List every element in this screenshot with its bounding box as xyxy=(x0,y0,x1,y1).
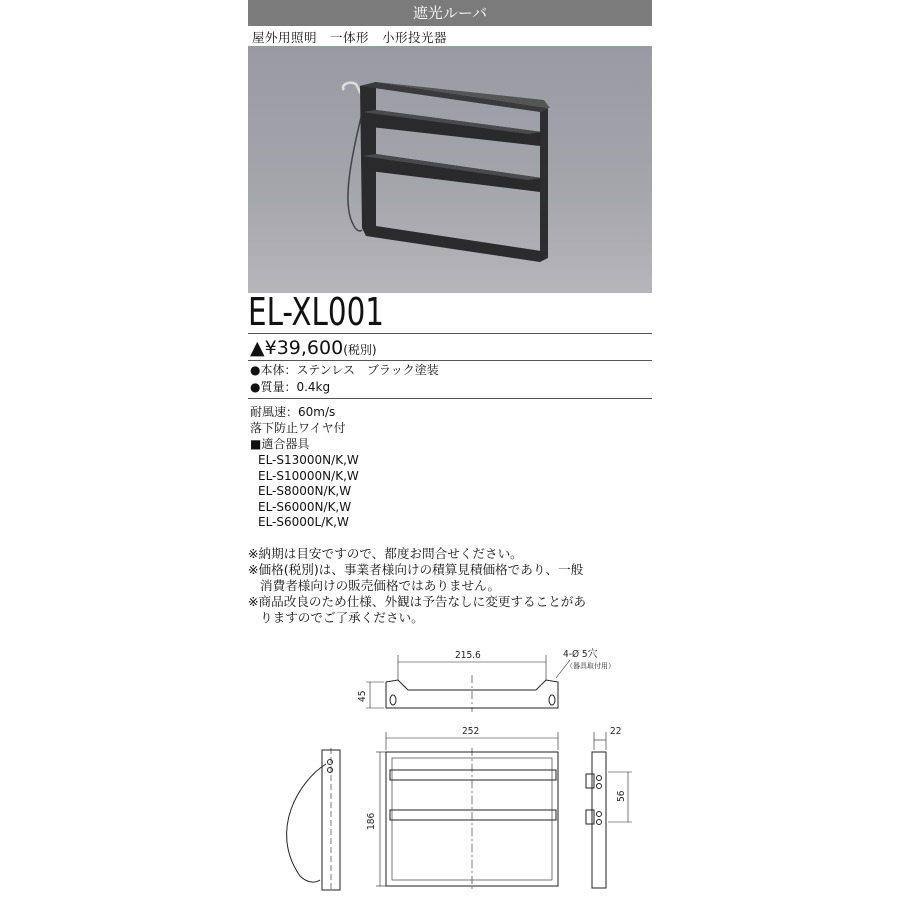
product-category: 屋外用照明 一体形 小形投光器 xyxy=(252,30,448,45)
compatible-item: EL-S8000N/K,W xyxy=(258,484,352,499)
price-tax-note: (税別) xyxy=(343,343,377,357)
price xyxy=(250,337,377,359)
note-spec-2: りますのでご了承ください。 xyxy=(260,610,424,625)
note-price-1: ※価格(税別)は、事業者様向けの積算見積価格であり、一般 xyxy=(248,562,584,577)
spec-body: ●本体：ステンレス ブラック塗装 xyxy=(250,363,439,377)
louver-photo-illustration xyxy=(248,46,652,293)
dim-gap: 56 xyxy=(616,790,627,802)
page-header xyxy=(248,0,652,26)
dim-hole: 4-Ø 5穴 xyxy=(563,649,598,660)
divider-1 xyxy=(248,333,652,334)
wind-resistance: 耐風速：60m/s xyxy=(250,405,336,419)
dim-front-width: 252 xyxy=(462,726,480,737)
compatible-item: EL-S13000N/K,W xyxy=(258,453,359,467)
divider-3 xyxy=(248,398,652,399)
header-title: 遮光ルーバ xyxy=(412,4,488,22)
note-spec-1: ※商品改良のため仕様、外観は予告なしに変更することがあ xyxy=(248,594,586,609)
divider-2 xyxy=(248,360,652,361)
spec-weight: ●質量：0.4kg xyxy=(250,380,331,394)
note-lead-time: ※納期は目安ですので、都度お問合せください。 xyxy=(248,546,523,561)
compatible-item: EL-S10000N/K,W xyxy=(258,468,359,483)
dim-side-width: 22 xyxy=(610,726,622,737)
compatible-heading: ■適合器具 xyxy=(250,437,310,451)
technical-drawing xyxy=(0,630,900,900)
compatible-list xyxy=(258,453,359,531)
dim-hole-note: （器具取付用） xyxy=(566,662,615,670)
compatible-item: EL-S6000L/K,W xyxy=(258,515,349,530)
price-value: ▲¥39,600 xyxy=(250,337,344,359)
model-number: EL-XL001 xyxy=(248,290,384,334)
note-price-2: 消費者様向けの販売価格ではありません。 xyxy=(260,578,501,593)
notes xyxy=(248,546,586,626)
fall-prevention: 落下防止ワイヤ付 xyxy=(250,421,346,435)
product-photo xyxy=(248,46,652,293)
dim-height: 186 xyxy=(366,812,377,830)
compatible-item: EL-S6000N/K,W xyxy=(258,499,352,514)
dim-top-height: 45 xyxy=(357,690,368,702)
dim-top-width: 215.6 xyxy=(455,650,481,661)
